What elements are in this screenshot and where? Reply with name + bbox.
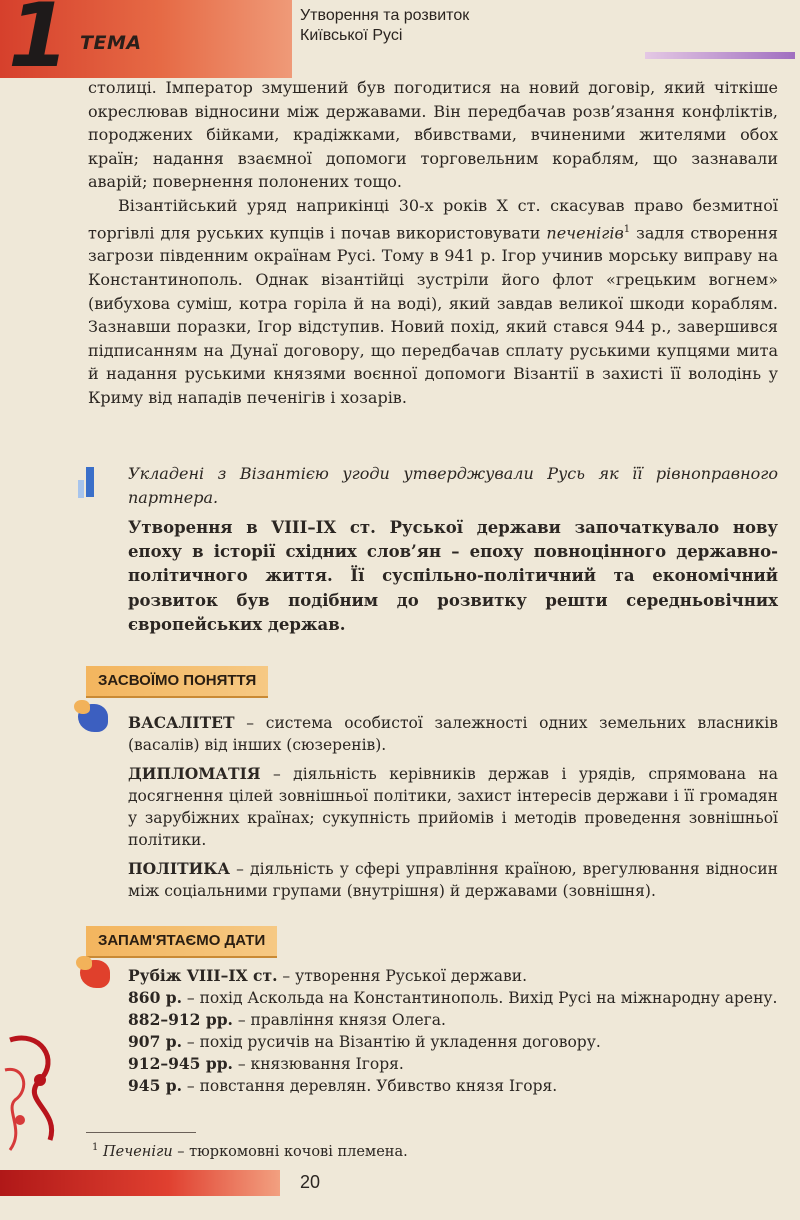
date-event: – князювання Ігоря.	[232, 1055, 404, 1073]
dates-label: ЗАПАМ'ЯТАЄМО ДАТИ	[86, 926, 277, 958]
date-value: 860 р.	[128, 988, 182, 1007]
running-title-line2: Київської Русі	[300, 27, 403, 44]
concept-term: ПОЛІТИКА	[128, 859, 230, 878]
header-accent-bar	[645, 52, 795, 59]
date-item	[128, 987, 778, 1009]
date-item	[128, 1031, 778, 1053]
note-marker	[86, 467, 94, 497]
date-event: – правління князя Олега.	[232, 1011, 446, 1029]
chapter-header-block	[0, 0, 292, 87]
concept-item	[128, 763, 778, 851]
concept-item	[128, 712, 778, 756]
note-marker-light	[78, 480, 84, 498]
concept-definition: – система особистої залежності одних земельних власників (васалів) від інших (сюзеренів).	[128, 714, 778, 754]
concept-definition: – діяльність керівників держав і урядів, спрямована на досягнення цілей зовнішньої політики, захист інтересів держави і її громадян у зарубіжних країнах; сукупність прийомів і методів проведення зовнішньої політики.	[128, 765, 778, 849]
paragraph-2-start: Візантійський уряд наприкінці 30-х років X ст. скасував право безмитної торгівлі для руських купців і почав використовувати	[88, 195, 778, 242]
date-item	[128, 1075, 778, 1097]
concept-definition: – діяльність у сфері управління країною, врегулювання відносин між соціальними групами (внутрішня) й державами (зовнішня).	[128, 860, 778, 900]
footnote-term: Печеніги	[102, 1143, 173, 1160]
date-value: 912–945 рр.	[128, 1054, 233, 1073]
date-item	[128, 1053, 778, 1075]
footnote-number: 1	[92, 1142, 99, 1153]
bottom-accent-bar	[0, 1170, 280, 1196]
date-value: 882–912 рр.	[128, 1010, 233, 1029]
ornament-icon	[0, 1030, 80, 1160]
concepts-list	[128, 712, 778, 909]
concepts-orange-blob	[74, 700, 90, 714]
date-event: – утворення Руської держави.	[277, 967, 528, 985]
concept-item	[128, 858, 778, 902]
concept-term: ВАСАЛІТЕТ	[128, 713, 235, 732]
page-number: 20	[300, 1172, 321, 1192]
date-value: Рубіж VIII–IX ст.	[128, 966, 278, 985]
running-title-line1: Утворення та розвиток	[300, 7, 470, 24]
footnote	[92, 1138, 408, 1162]
running-title	[300, 6, 469, 46]
conclusion-text: Утворення в VIII–IX ст. Руської держави започаткувало нову епоху в історії східних слов’ян – епоху повноцінного державно-політичного життя. Її суспільно-політичний та економічний розвиток був подібним до розвитку решти середньовічних європейських держав.	[128, 518, 778, 634]
dates-orange-blob	[76, 956, 92, 970]
paragraph-2-end: задля створення загрози південним окраїнам Русі. Тому в 941 р. Ігор учинив морську виправу на Константинополь. Однак візантійці зустріли його флот «грецьким вогнем» (вибухова суміш, котра горіла й на воді), який завдав великої шкоди кораблям. Зазнавши поразки, Ігор відступив. Новий похід, який стався 944 р., завершився підписанням на Дунаї договору, що передбачав сплату руськими купцями мита й надання руськими князями воєнної допомоги Візантії в захисті її володінь у Криму від нападів печенігів і хозарів.	[88, 222, 778, 408]
footnote-text: – тюркомовні кочові племена.	[172, 1143, 408, 1160]
dates-list	[128, 965, 778, 1097]
paragraph-1: столиці. Імператор змушений був погодитися на новий договір, який чіткіше окреслював відносини між державами. Він передбачав розв’язання конфліктів, породжених бійками, крадіжками, вбивствами, вчиненими жителями обох країн; надання взаємної допомоги торговельним кораблям, що зазнавали аварій; повернення полонених тощо.	[88, 78, 778, 192]
date-event: – повстання деревлян. Убивство князя Ігоря.	[182, 1077, 558, 1095]
footnote-divider	[86, 1132, 196, 1133]
concepts-label: ЗАСВОЇМО ПОНЯТТЯ	[86, 666, 268, 698]
date-item	[128, 965, 778, 987]
date-value: 907 р.	[128, 1032, 182, 1051]
date-event: – похід Аскольда на Константинополь. Вихід Русі на міжнародну арену.	[182, 989, 778, 1007]
paragraph-2	[88, 194, 778, 410]
pechenigy-term: печенігів	[546, 222, 624, 242]
concept-term: ДИПЛОМАТІЯ	[128, 764, 261, 783]
date-event: – похід русичів на Візантію й укладення договору.	[182, 1033, 601, 1051]
date-item	[128, 1009, 778, 1031]
date-value: 945 р.	[128, 1076, 182, 1095]
footnote-mark: 1	[623, 223, 631, 235]
tema-label: ТЕМА	[80, 32, 142, 54]
main-text	[88, 76, 778, 410]
chapter-number: 1	[8, 0, 70, 87]
italic-note: Укладені з Візантією угоди утверджували Русь як її рівноправного партнера.	[128, 464, 778, 507]
